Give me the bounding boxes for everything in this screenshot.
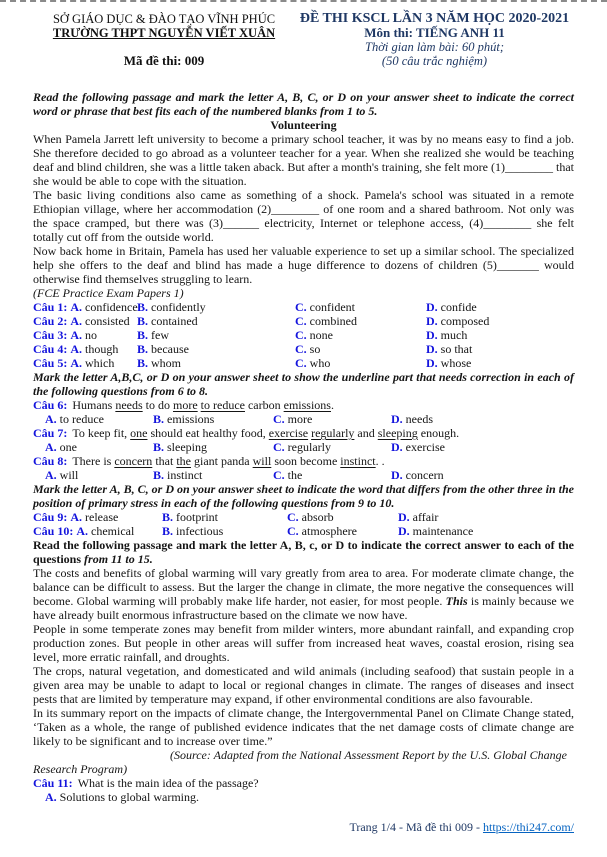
- option-b: B. few: [137, 328, 170, 342]
- question-number: Câu 1:: [33, 300, 68, 314]
- option-c: C. combined: [295, 314, 357, 328]
- question-8-options: [33, 468, 574, 482]
- option-d: D. maintenance: [398, 524, 474, 538]
- passage1-source: (FCE Practice Exam Papers 1): [33, 286, 184, 300]
- question-number: Câu 11:: [33, 776, 73, 790]
- option-a: Câu 5: A. which: [33, 356, 115, 370]
- question-row-4: [33, 342, 574, 356]
- question-row-10: [33, 524, 574, 538]
- question-11-option-a: A. Solutions to global warming.: [45, 790, 200, 804]
- question-number: Câu 3:: [33, 328, 68, 342]
- question-row-9: [33, 510, 574, 524]
- passage2-paragraph-2: People in some temperate zones may benefit from milder winters, more abundant rainfall, and expanding crop production zones. But people in other areas will suffer from increased heat waves, coastal erosion, rising sea level, more erratic rainfall, and droughts.: [33, 622, 574, 664]
- option-c: C. atmosphere: [287, 524, 357, 538]
- option-d: D. concern: [391, 468, 444, 482]
- passage2-paragraph-4: In its summary report on the impacts of climate change, the Intergovernmental Panel on Climate Change stated, ‘Taken as a whole, the range of published evidence indicates that the net damage costs of climate change are likely to be significant and to increase over time.”: [33, 706, 574, 748]
- option-a: Câu 10: A. chemical: [33, 524, 135, 538]
- question-7-options: [33, 440, 574, 454]
- option-d: D. exercise: [391, 440, 445, 454]
- option-a: A. one: [45, 440, 77, 454]
- question-7-stem: Câu 7: To keep fit, one should eat healthy food, exercise regularly and sleeping enough.: [33, 426, 460, 440]
- passage2-source: (Source: Adapted from the National Assessment Report by the U.S. Global Change Research Program): [33, 748, 567, 776]
- option-c: C. more: [273, 412, 313, 426]
- option-b: B. confidently: [137, 300, 206, 314]
- option-d: D. affair: [398, 510, 439, 524]
- instruction-part2: Mark the letter A,B,C, or D on your answer sheet to show the underline part that needs correction in each of the following questions from 6 to 8.: [33, 370, 574, 398]
- passage1-paragraph-2: The basic living conditions also came as something of a shock. Pamela's school was situated in a remote Ethiopian village, where her accommodation (2)________ of one room and a shared bathroom. Not only was the space cramped, but there was (3)______ electricity, Internet or telephone access, (4)________ she felt totally cut off from the outside world.: [33, 188, 574, 244]
- question-number: Câu 9:: [33, 510, 68, 524]
- question-number: Câu 10:: [33, 524, 74, 538]
- option-b: B. whom: [137, 356, 182, 370]
- department-name: SỞ GIÁO DỤC & ĐÀO TẠO VĨNH PHÚC: [52, 12, 276, 26]
- option-c: C. the: [273, 468, 303, 482]
- page-header: [33, 12, 574, 68]
- passage1-title: Volunteering: [270, 118, 337, 132]
- page-number-text: Trang 1/4 - Mã đề thi 009 -: [349, 820, 483, 834]
- passage2-paragraph-3: The crops, natural vegetation, and domesticated and wild animals (including seafood) that sustain people in a given area may be unable to adapt to local or regional changes in climate. The ranges of diseases and insect pests that are limited by temperature may expand, if other environmental conditions are also favourable.: [33, 664, 574, 706]
- option-a: A. to reduce: [45, 412, 104, 426]
- option-d: D. confide: [426, 300, 477, 314]
- option-a: A. will: [45, 468, 79, 482]
- option-d: D. so that: [426, 342, 473, 356]
- option-a: Câu 9: A. release: [33, 510, 119, 524]
- option-d: D. whose: [426, 356, 472, 370]
- thi247-link[interactable]: https://thi247.com/: [482, 820, 574, 834]
- passage1-paragraph-3: Now back home in Britain, Pamela has used her valuable experience to set up a similar school. The specialized help she offers to the deaf and blind has made a huge difference to dozens of children (5)_______ would otherwise find themselves struggling to learn.: [33, 244, 574, 286]
- option-c: C. confident: [295, 300, 355, 314]
- exam-question-count: (50 câu trắc nghiệm): [381, 54, 488, 68]
- header-left-block: [33, 12, 295, 68]
- school-name: TRƯỜNG THPT NGUYỄN VIẾT XUÂN: [52, 26, 276, 40]
- exam-subject: Môn thi: TIẾNG ANH 11: [364, 25, 505, 40]
- passage1-paragraph-1: When Pamela Jarrett left university to become a primary school teacher, it was by no means easy to find a job. She therefore decided to go abroad as a volunteer teacher for a year. When she realized she would be teaching deaf and blind children, she was a little taken aback. But after a month's training, she felt more (1)________ that she would be able to cope with the situation.: [33, 132, 574, 188]
- instruction-part3: Mark the letter A, B, C, or D on your answer sheet to indicate the word that differs from the other three in the position of primary stress in each of the following questions from 9 to 10.: [33, 482, 574, 510]
- option-b: B. emissions: [153, 412, 215, 426]
- question-number: Câu 6:: [33, 398, 68, 412]
- page-footer: [33, 820, 574, 834]
- option-c: C. regularly: [273, 440, 331, 454]
- exam-code: Mã đề thi: 009: [123, 53, 205, 68]
- question-row-5: [33, 356, 574, 370]
- option-a: Câu 4: A. though: [33, 342, 119, 356]
- option-b: B. instinct: [153, 468, 203, 482]
- option-d: D. composed: [426, 314, 490, 328]
- question-8-stem: Câu 8: There is concern that the giant panda will soon become instinct. .: [33, 454, 385, 468]
- question-row-2: [33, 314, 574, 328]
- question-number: Câu 5:: [33, 356, 68, 370]
- exam-duration: Thời gian làm bài: 60 phút;: [365, 40, 504, 54]
- option-d: D. much: [426, 328, 468, 342]
- option-b: B. because: [137, 342, 189, 356]
- instruction-part1: Read the following passage and mark the letter A, B, C, or D on your answer sheet to indicate the correct word or phrase that best fits each of the numbered blanks from 1 to 5.: [33, 90, 574, 118]
- option-c: C. none: [295, 328, 333, 342]
- option-c: C. so: [295, 342, 321, 356]
- option-b: B. contained: [137, 314, 198, 328]
- option-c: C. who: [295, 356, 331, 370]
- question-6-options: [33, 412, 574, 426]
- question-number: Câu 2:: [33, 314, 68, 328]
- question-row-3: [33, 328, 574, 342]
- passage2-paragraph-1: The costs and benefits of global warming will vary greatly from area to area. For moderate climate change, the balance can be difficult to assess. But the larger the change in climate, the more negative the consequences will become. Global warming will probably make life harder, not easier, for most people. This is mainly because we have already built enormous infrastructure based on the climate we now have.: [33, 566, 574, 622]
- question-row-1: [33, 300, 574, 314]
- option-a: Câu 2: A. consisted: [33, 314, 130, 328]
- question-number: Câu 7:: [33, 426, 68, 440]
- option-a: Câu 3: A. no: [33, 328, 98, 342]
- exam-title: ĐỀ THI KSCL LẦN 3 NĂM HỌC 2020-2021: [299, 11, 570, 26]
- instruction-part4: Read the following passage and mark the letter A, B, c, or D to indicate the correct answer to each of the questions from 11 to 15.: [33, 538, 574, 566]
- question-number: Câu 8:: [33, 454, 68, 468]
- question-number: Câu 4:: [33, 342, 68, 356]
- header-right-block: [295, 12, 574, 68]
- option-b: B. sleeping: [153, 440, 208, 454]
- option-d: D. needs: [391, 412, 433, 426]
- option-b: B. infectious: [162, 524, 224, 538]
- option-a: Câu 1: A. confidence: [33, 300, 138, 314]
- option-c: C. absorb: [287, 510, 334, 524]
- option-b: B. footprint: [162, 510, 219, 524]
- question-11-stem: Câu 11: What is the main idea of the passage?: [33, 776, 259, 790]
- question-6-stem: Câu 6: Humans needs to do more to reduce carbon emissions.: [33, 398, 334, 412]
